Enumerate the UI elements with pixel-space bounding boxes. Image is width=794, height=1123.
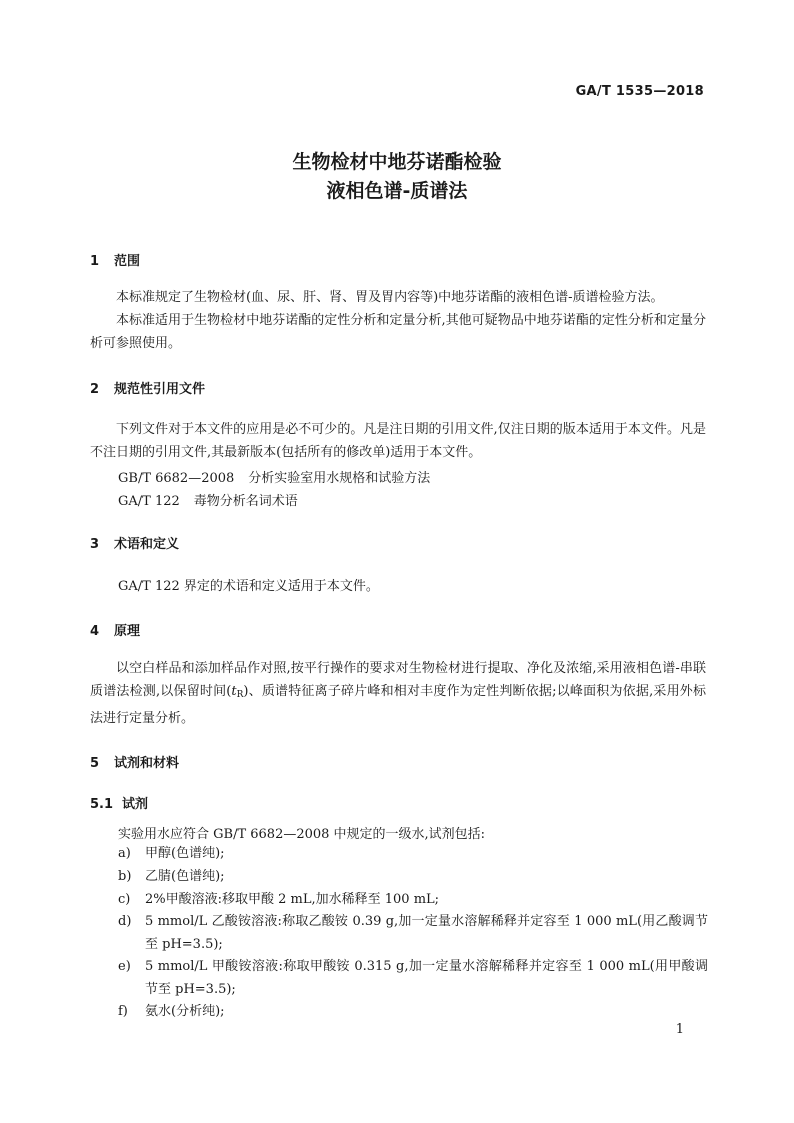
list-item (118, 1000, 708, 1023)
section-4-heading (90, 620, 140, 639)
section-5-heading (90, 752, 179, 771)
list-label: c) (118, 892, 131, 907)
section-number: 5 (90, 756, 100, 771)
section-1-para-1: 本标准规定了生物检材(血、尿、肝、肾、胃及胃内容等)中地芬诺酯的液相色谱-质谱检验方法。 (116, 290, 664, 305)
section-number: 3 (90, 537, 100, 552)
list-label: a) (118, 846, 131, 861)
ref-title: 分析实验室用水规格和试验方法 (248, 471, 431, 486)
list-item (118, 888, 708, 911)
principle-text-b: )、质谱特征离子碎片峰和相对丰度作为定性判断依据;以峰面积为依据,采用外标法进行定量分析。 (90, 684, 706, 726)
list-item (118, 910, 708, 956)
section-4-para-1 (90, 657, 706, 730)
section-number: 2 (90, 382, 100, 397)
title-line-1: 生物检材中地芬诺酯检验 (292, 151, 502, 173)
list-item (118, 955, 708, 1001)
section-3-para-1: GA/T 122 界定的术语和定义适用于本文件。 (118, 579, 379, 594)
ref-code: GA/T 122 (118, 494, 180, 509)
list-item (118, 842, 708, 865)
document-title (0, 148, 794, 206)
page-number: 1 (675, 1022, 684, 1037)
list-text: 5 mmol/L 乙酸铵溶液:称取乙酸铵 0.39 g,加一定量水溶解稀释并定容至 1 000 mL(用乙酸调节至 pH=3.5); (145, 914, 708, 952)
section-1-heading (90, 250, 140, 269)
section-title: 术语和定义 (114, 537, 180, 552)
list-text: 氨水(分析纯); (145, 1004, 225, 1019)
section-1-para-2: 本标准适用于生物检材中地芬诺酯的定性分析和定量分析,其他可疑物品中地芬诺酯的定性分析和定量分析可参照使用。 (90, 313, 706, 351)
section-number: 1 (90, 254, 100, 269)
section-2-para-1: 下列文件对于本文件的应用是必不可少的。凡是注日期的引用文件,仅注日期的版本适用于本文件。凡是不注日期的引用文件,其最新版本(包括所有的修改单)适用于本文件。 (90, 422, 706, 460)
subsection-5-1-heading (90, 793, 148, 812)
section-title: 原理 (114, 624, 141, 639)
normative-ref-1 (118, 467, 430, 486)
title-line-2: 液相色谱-质谱法 (326, 180, 468, 202)
reagents-intro: 实验用水应符合 GB/T 6682—2008 中规定的一级水,试剂包括: (118, 827, 486, 842)
list-text: 5 mmol/L 甲酸铵溶液:称取甲酸铵 0.315 g,加一定量水溶解稀释并定容至 1 000 mL(用甲酸调节至 pH=3.5); (145, 959, 708, 997)
section-title: 范围 (114, 254, 141, 269)
list-text: 乙腈(色谱纯); (145, 869, 225, 884)
ref-title: 毒物分析名词术语 (193, 494, 298, 509)
section-title: 规范性引用文件 (114, 382, 206, 397)
list-label: e) (118, 959, 131, 974)
normative-ref-2 (118, 490, 298, 509)
retention-time-subscript: R (236, 690, 244, 700)
section-2-heading (90, 378, 205, 397)
subsection-title: 试剂 (122, 797, 149, 812)
retention-time-symbol: t (231, 684, 237, 699)
principle-text-a: 以空白样品和添加样品作对照,按平行操作的要求对生物检材进行提取、净化及浓缩,采用液相色谱-串联质谱法检测,以保留时间( (90, 661, 706, 699)
ref-code: GB/T 6682—2008 (118, 471, 235, 486)
subsection-number: 5.1 (90, 797, 114, 812)
list-text: 甲醇(色谱纯); (145, 846, 225, 861)
standard-code: GA/T 1535—2018 (575, 84, 704, 99)
section-3-heading (90, 533, 179, 552)
list-label: f) (118, 1004, 128, 1019)
list-label: d) (118, 914, 132, 929)
list-item (118, 865, 708, 888)
list-label: b) (118, 869, 132, 884)
list-text: 2%甲酸溶液:移取甲酸 2 mL,加水稀释至 100 mL; (145, 892, 440, 907)
section-title: 试剂和材料 (114, 756, 180, 771)
section-number: 4 (90, 624, 100, 639)
